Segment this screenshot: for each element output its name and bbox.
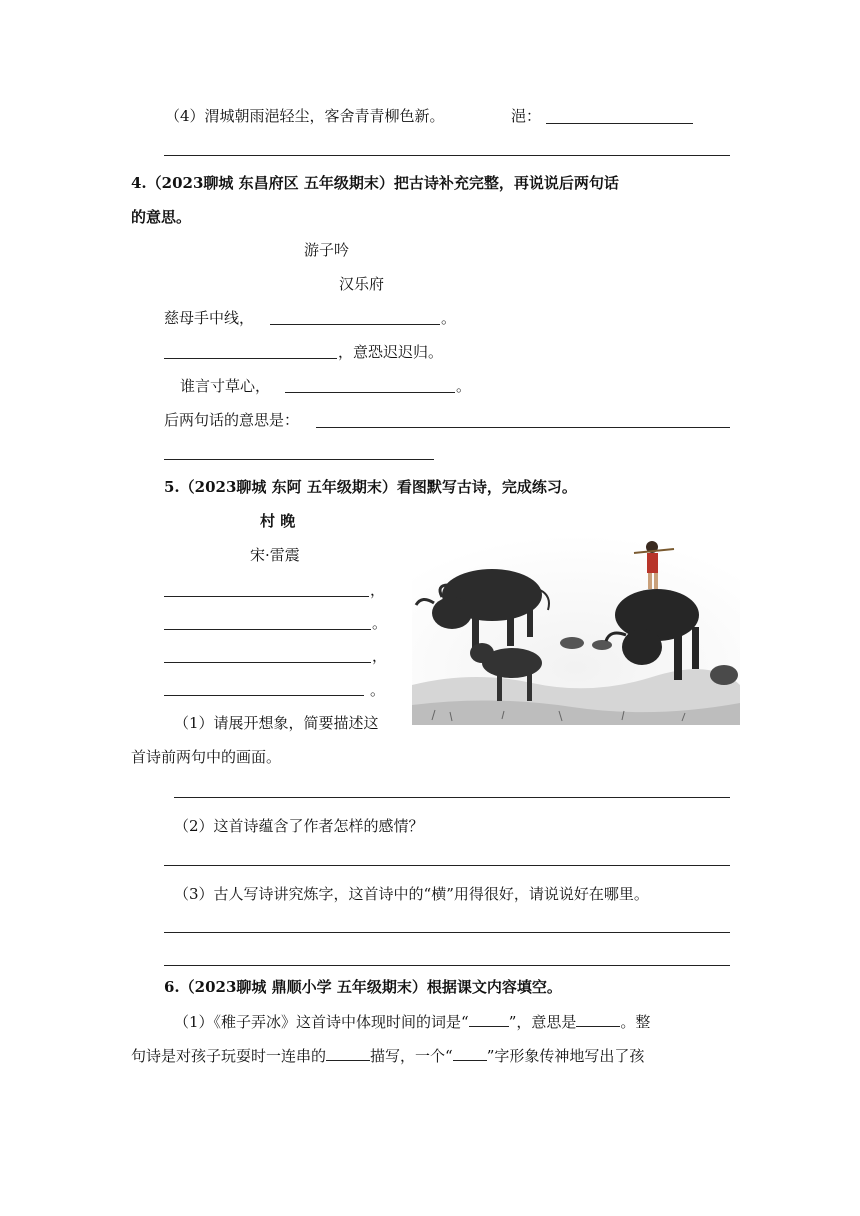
- q5-poem-line3[interactable]: [164, 662, 371, 663]
- q6-line2: [131, 1046, 644, 1066]
- q6-line2-a: 句诗是对孩子玩耍时一连串的: [131, 1047, 327, 1065]
- q5-sub1-line2: 首诗前两句中的画面。: [131, 748, 282, 766]
- q4-line2-post: ，意恐迟迟归。: [338, 343, 444, 361]
- q6-line2-b: 描写，一个“: [370, 1047, 453, 1065]
- q5-sub2-answer-line[interactable]: [164, 865, 730, 866]
- q4-heading-line1: 4.（2023聊城 东昌府区 五年级期末）把古诗补充完整，再说说后两句话: [131, 174, 619, 192]
- ink-painting-buffalo-icon: [412, 535, 740, 725]
- q4-line3-post: 。: [456, 377, 472, 395]
- q6-line1-b: ”，意思是: [508, 1013, 577, 1031]
- q5-sub3-answer-line1[interactable]: [164, 932, 730, 933]
- q4-poem-author: 汉乐府: [339, 275, 385, 293]
- q5-punct1: ，: [370, 581, 386, 599]
- q6-blank-meaning[interactable]: [576, 1012, 620, 1027]
- q3-item4-answer-line[interactable]: [546, 123, 693, 124]
- q3-item4-text: （4）渭城朝雨浥轻尘，客舍青青柳色新。: [165, 107, 445, 125]
- q6-line1-c: 。整: [620, 1013, 651, 1031]
- q5-sub3: （3）古人写诗讲究炼字，这首诗中的“横”用得很好，请说说好在哪里。: [174, 885, 649, 903]
- q4-heading-line2: 的意思。: [131, 208, 192, 226]
- q5-punct4: 。: [370, 681, 386, 699]
- q4-poem-title: 游子吟: [304, 241, 350, 259]
- q6-line1-a: （1）《稚子弄冰》这首诗中体现时间的词是“: [174, 1013, 469, 1031]
- q4-meaning-line1[interactable]: [316, 427, 730, 428]
- q4-line1-post: 。: [441, 309, 457, 327]
- q5-sub1-line1: （1）请展开想象，简要描述这: [174, 714, 379, 732]
- q6-blank-description[interactable]: [326, 1046, 370, 1061]
- q6-blank-time-word[interactable]: [469, 1012, 509, 1027]
- q5-poem-line1[interactable]: [164, 596, 369, 597]
- q5-punct2: 。: [372, 614, 388, 632]
- q4-line3-blank[interactable]: [285, 392, 455, 393]
- q4-line3-pre: 谁言寸草心，: [180, 377, 271, 395]
- q6-line2-c: ”字形象传神地写出了孩: [486, 1047, 645, 1065]
- q5-poem-line2[interactable]: [164, 629, 371, 630]
- q5-sub3-answer-line2[interactable]: [164, 965, 730, 966]
- q5-sub2: （2）这首诗蕴含了作者怎样的感情？: [174, 817, 424, 835]
- q4-line1-blank[interactable]: [270, 324, 440, 325]
- q5-poem-line4[interactable]: [164, 695, 364, 696]
- q4-line1-pre: 慈母手中线，: [164, 309, 255, 327]
- q5-heading: 5.（2023聊城 东阿 五年级期末）看图默写古诗，完成练习。: [164, 478, 577, 496]
- q4-meaning-label: 后两句话的意思是：: [164, 411, 300, 429]
- q6-heading: 6.（2023聊城 鼎顺小学 五年级期末）根据课文内容填空。: [164, 978, 562, 996]
- q5-punct3: ，: [372, 647, 388, 665]
- q3-answer-line-full[interactable]: [164, 155, 730, 156]
- q4-meaning-line2[interactable]: [164, 459, 434, 460]
- q5-sub1-answer-line[interactable]: [174, 797, 730, 798]
- q3-item4-label: 浥：: [511, 107, 542, 125]
- q4-line2-blank[interactable]: [164, 358, 337, 359]
- q6-blank-character[interactable]: [453, 1046, 487, 1061]
- q5-poem-title: 村 晚: [260, 512, 296, 530]
- q6-line1: [174, 1012, 650, 1032]
- q5-poem-author: 宋·雷震: [250, 546, 300, 564]
